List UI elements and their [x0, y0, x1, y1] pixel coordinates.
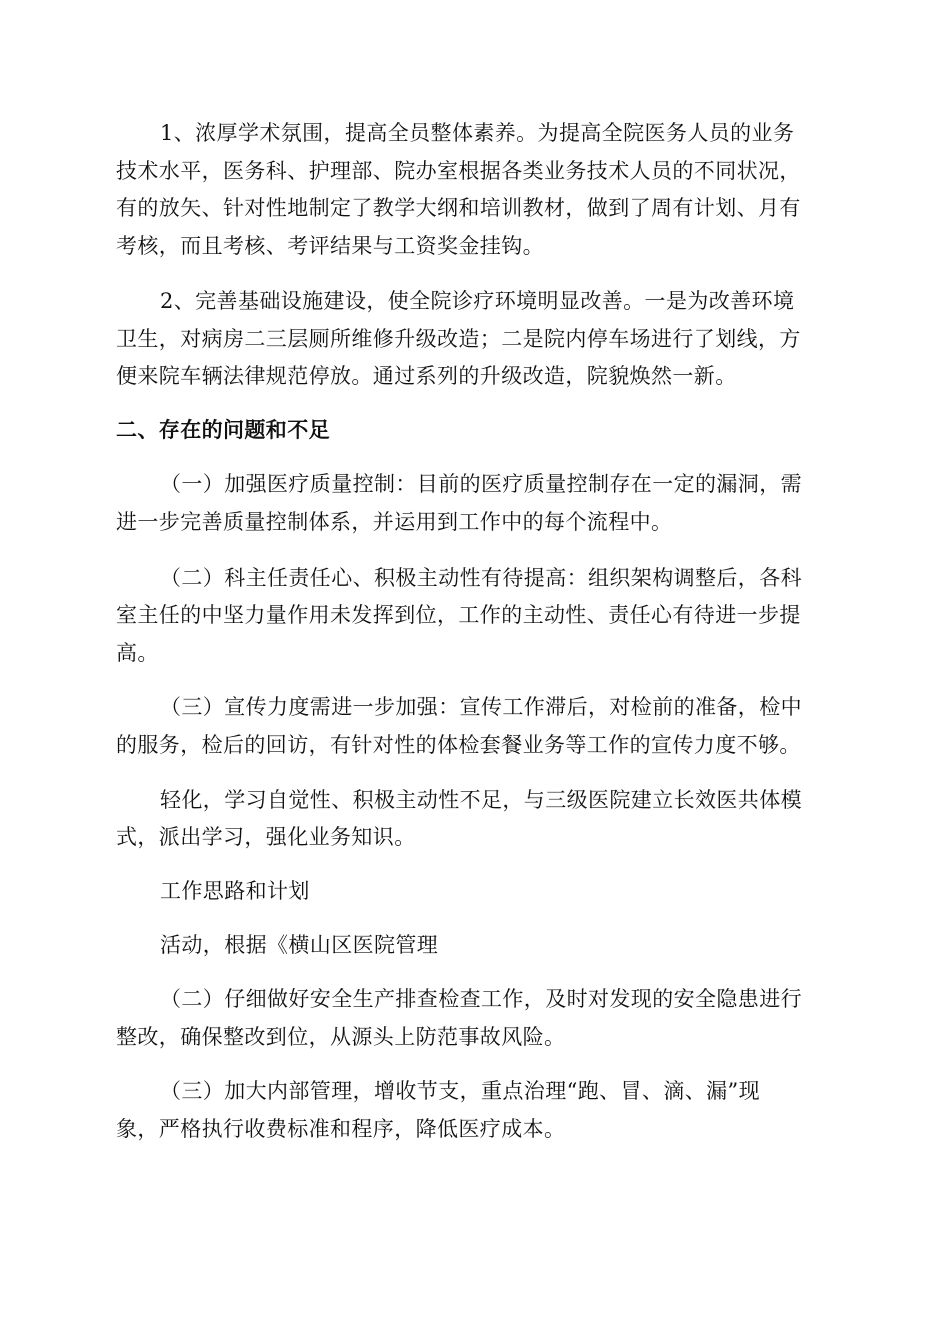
para2-line2: 卫生，对病房二三层厕所维修升级改造；二是院内停车场进行了划线，方 — [116, 327, 801, 351]
para-fragment-line2: 式，派出学习，强化业务知识。 — [116, 825, 416, 849]
section-heading: 二、存在的问题和不足 — [116, 418, 330, 442]
para2-line1: 2、完善基础设施建设，使全院诊疗环境明显改善。一是为改善环境 — [160, 289, 795, 313]
issue1-line2: 进一步完善质量控制体系，并运用到工作中的每个流程中。 — [116, 510, 673, 534]
issue3-line2: 的服务，检后的回访，有针对性的体检套餐业务等工作的宣传力度不够。 — [116, 733, 801, 757]
issue2-line2: 室主任的中坚力量作用未发挥到位，工作的主动性、责任心有待进一步提 — [116, 603, 801, 627]
plan3-line2: 象，严格执行收费标准和程序，降低医疗成本。 — [116, 1117, 566, 1141]
para1-line2: 技术水平，医务科、护理部、院办室根据各类业务技术人员的不同状况， — [116, 159, 801, 183]
para1-line3: 有的放矢、针对性地制定了教学大纲和培训教材，做到了周有计划、月有 — [116, 196, 801, 220]
para1-line4: 考核，而且考核、考评结果与工资奖金挂钩。 — [116, 234, 544, 258]
plan-heading: 工作思路和计划 — [160, 879, 310, 903]
para1-line1: 1、浓厚学术氛围，提高全员整体素养。为提高全院医务人员的业务 — [160, 121, 795, 145]
plan2-line1: （二）仔细做好安全生产排查检查工作，及时对发现的安全隐患进行 — [160, 987, 802, 1011]
plan2-line2: 整改，确保整改到位，从源头上防范事故风险。 — [116, 1025, 566, 1049]
plan3-line1: （三）加大内部管理，增收节支，重点治理“跑、冒、滴、漏”现 — [160, 1079, 761, 1103]
issue2-line3: 高。 — [116, 641, 159, 665]
plan-fragment: 活动，根据《横山区医院管理 — [160, 933, 439, 957]
para-fragment-line1: 轻化，学习自觉性、积极主动性不足，与三级医院建立长效医共体模 — [160, 788, 802, 812]
issue3-line1: （三）宣传力度需进一步加强：宣传工作滞后，对检前的准备，检中 — [160, 695, 802, 719]
issue1-line1: （一）加强医疗质量控制：目前的医疗质量控制存在一定的漏洞，需 — [160, 472, 802, 496]
issue2-line1: （二）科主任责任心、积极主动性有待提高：组织架构调整后，各科 — [160, 566, 802, 590]
para2-line3: 便来院车辆法律规范停放。通过系列的升级改造，院貌焕然一新。 — [116, 364, 737, 388]
